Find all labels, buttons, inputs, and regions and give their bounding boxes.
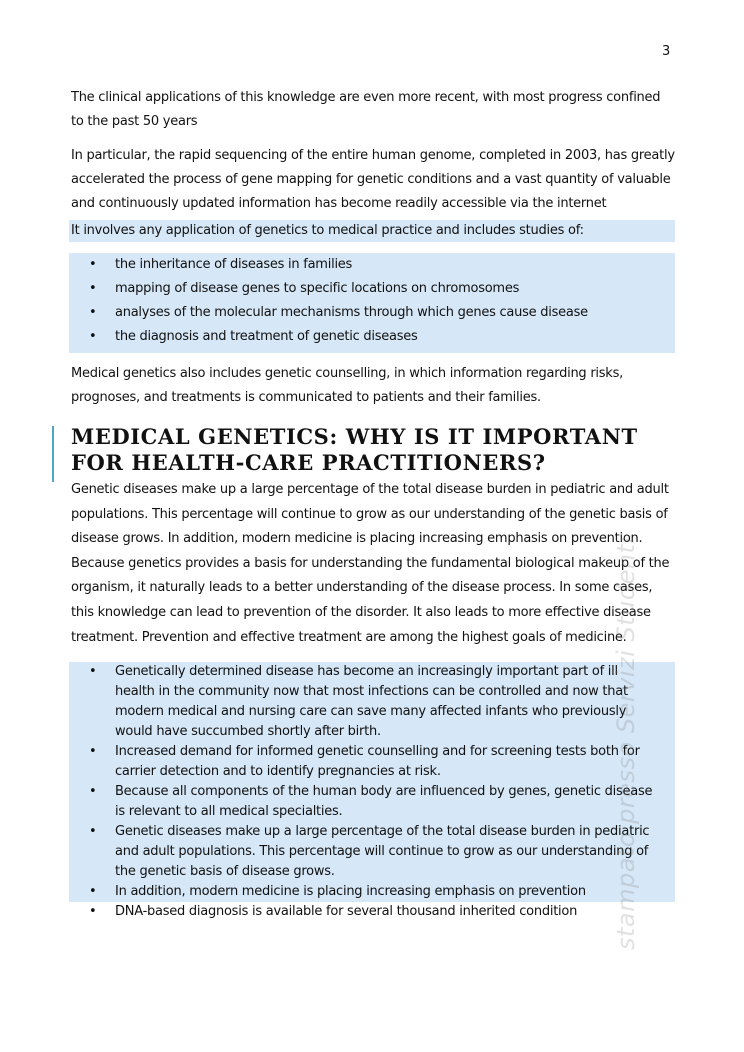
section-heading-text: MEDICAL GENETICS: WHY IS IT IMPORTANT FOR HEALTH-CARE PRACTITIONERS?: [71, 424, 638, 475]
list-item: • analyses of the molecular mechanisms through which genes cause disease: [69, 301, 675, 325]
studies-list: [69, 253, 675, 353]
heading-accent-bar: [52, 426, 54, 482]
list-item: • the inheritance of diseases in families: [69, 253, 675, 277]
list-item: • the diagnosis and treatment of genetic diseases: [69, 325, 675, 349]
paragraph-genome: In particular, the rapid sequencing of the entire human genome, completed in 2003, has greatly accelerated the process of gene mapping for genetic conditions and a vast quantity of valuable and continuously updated information has become readily accessible via the internet: [71, 148, 675, 211]
page-number: 3: [662, 44, 671, 59]
list-item: • mapping of disease genes to specific locations on chromosomes: [69, 277, 675, 301]
paragraph-intro: The clinical applications of this knowledge are even more recent, with most progress confined to the past 50 years: [71, 90, 661, 129]
watermark: stampato presso Servizi Studenti: [612, 536, 640, 950]
document-body: [71, 86, 675, 922]
section-heading: [71, 424, 675, 476]
list-item: • Because all components of the human body are influenced by genes, genetic disease is relevant to all medical specialties.: [69, 782, 675, 822]
importance-list: [69, 662, 675, 922]
list-item: • Genetic diseases make up a large percentage of the total disease burden in pediatric and adult populations. This percentage will continue to grow as our understanding of the genetic basis of disease grows.: [69, 822, 675, 882]
paragraph-disease-burden: Genetic diseases make up a large percentage of the total disease burden in pediatric and adult populations. This percentage will continue to grow as our understanding of the genetic basis of disease grows. In addition, modern medicine is placing increasing emphasis on prevention. Because genetics provides a basis for understanding the fundamental biological makeup of the organism, it naturally leads to a better understanding of the disease process. In some cases, this knowledge can lead to prevention of the disorder. It also leads to more effective disease treatment. Prevention and effective treatment are among the highest goals of medicine.: [71, 482, 670, 645]
list-item: • In addition, modern medicine is placing increasing emphasis on prevention: [69, 882, 675, 902]
list-item: • Increased demand for informed genetic counselling and for screening tests both for carrier detection and to identify pregnancies at risk.: [69, 742, 675, 782]
list-item: • Genetically determined disease has become an increasingly important part of ill health in the community now that most infections can be controlled and now that modern medical and nursing care can save many affected infants who previously would have succumbed shortly after birth.: [69, 662, 675, 742]
paragraph-involves: It involves any application of genetics to medical practice and includes studies of:: [69, 220, 675, 242]
list-item: • DNA-based diagnosis is available for several thousand inherited condition: [69, 902, 675, 922]
paragraph-counselling: Medical genetics also includes genetic counselling, in which information regarding risks, prognoses, and treatments is communicated to patients and their families.: [71, 366, 623, 405]
